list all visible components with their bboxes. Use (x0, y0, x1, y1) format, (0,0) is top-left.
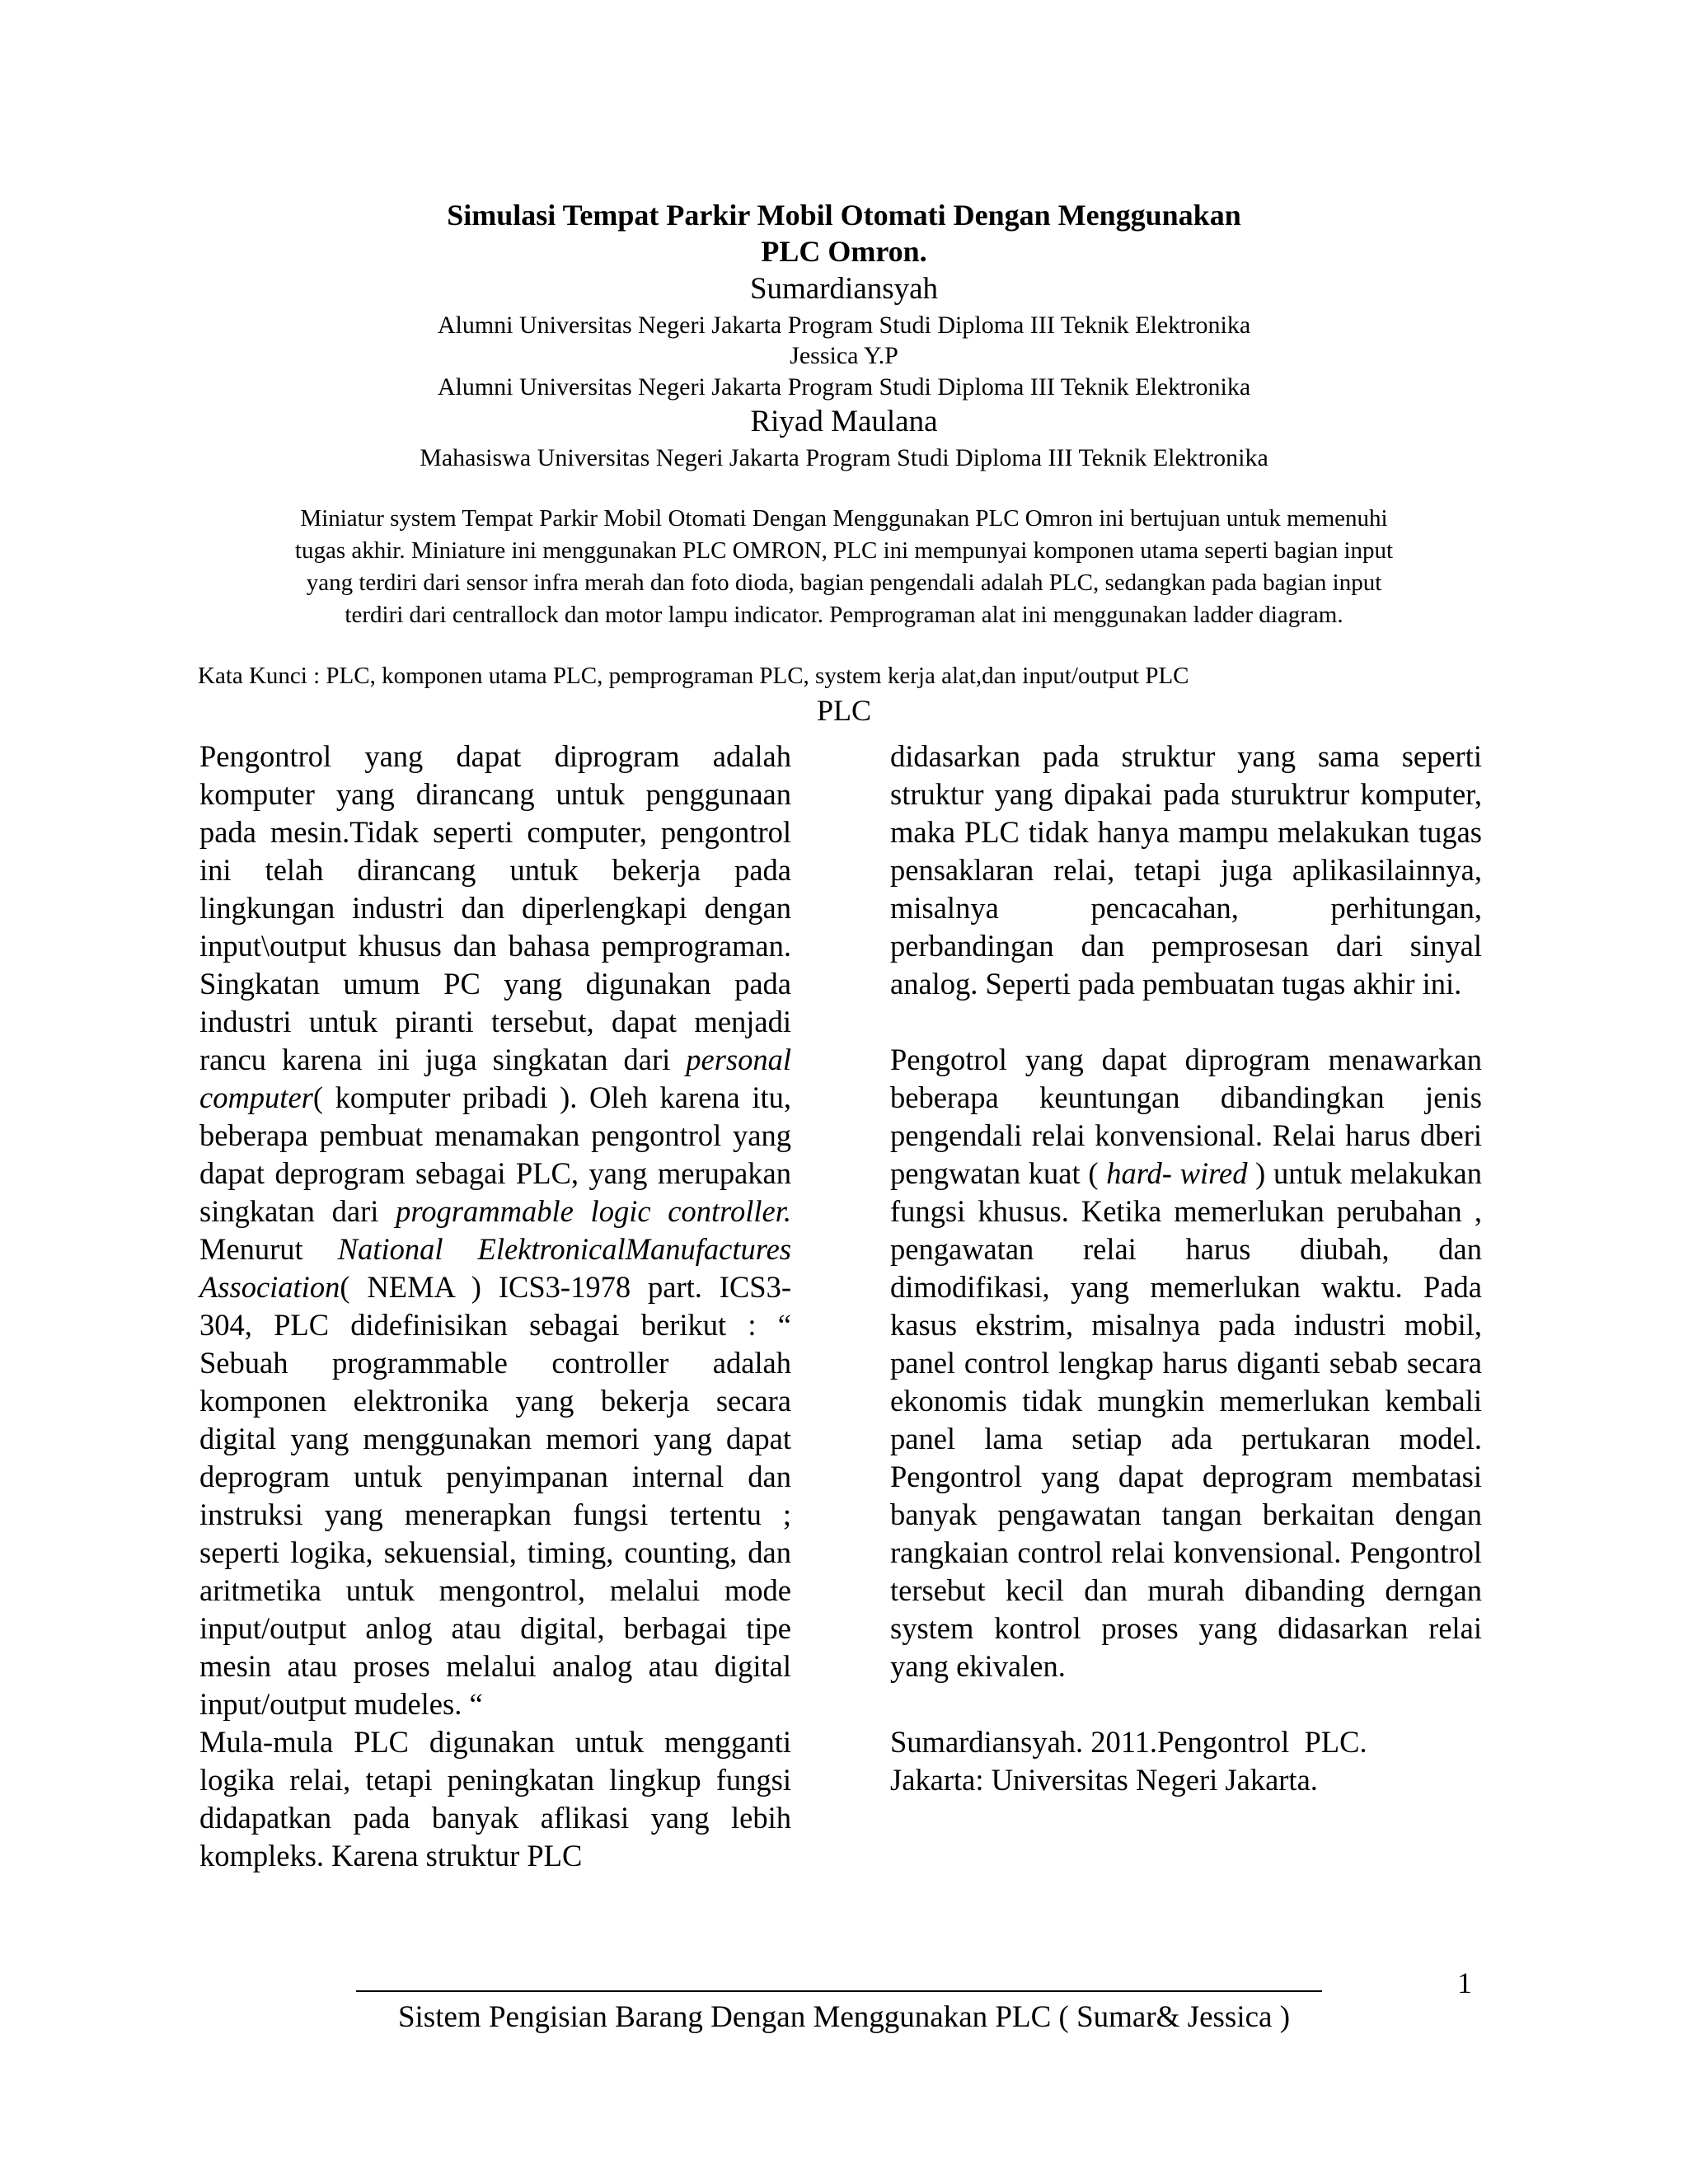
left-paragraph-1: Pengontrol yang dapat diprogram adalah komputer yang dirancang untuk penggunaan pada mesin.Tidak seperti computer, pengontrol ini telah dirancang untuk bekerja pada lingkungan industri dan diperlengkapi dengan input\output khusus dan bahasa pemprograman. Singkatan umum PC yang digunakan pada industri untuk piranti tersebut, dapat menjadi rancu karena ini juga singkatan dari personal computer( komputer pribadi ). Oleh karena itu, beberapa pembuat menamakan pengontrol yang dapat deprogram sebagai PLC, yang merupakan singkatan dari programmable logic controller. Menurut National ElektronicalManufactures Association( NEMA ) ICS3-1978 part. ICS3-304, PLC didefinisikan sebagai berikut : “ Sebuah programmable controller adalah komponen elektronika yang bekerja secara digital yang menggunakan memori yang dapat deprogram untuk penyimpanan internal dan instruksi yang menerapkan fungsi tertentu ; seperti logika, sekuensial, timing, counting, dan aritmetika untuk mengontrol, melalui mode input/output anlog atau digital, berbagai tipe mesin atau proses melalui analog atau digital input/output mudeles. “ (199, 739, 791, 1721)
author-name-3: Riyad Maulana (750, 405, 938, 438)
paper-title-line-2: PLC Omron. (761, 235, 927, 268)
page-number: 1 (1457, 1966, 1472, 1999)
right-paragraph-2: Pengotrol yang dapat diprogram menawarkan beberapa keuntungan dibandingkan jenis pengendali relai konvensional. Relai harus dberi pengwatan kuat ( hard- wired ) untuk melakukan fungsi khusus. Ketika memerlukan perubahan , pengawatan relai harus diubah, dan dimodifikasi, yang memerlukan waktu. Pada kasus ekstrim, misalnya pada industri mobil, panel control lengkap harus diganti sebab secara ekonomis tidak mungkin memerlukan kembali panel lama setiap ada pertukaran model. Pengontrol yang dapat deprogram membatasi banyak pengawatan tangan berkaitan dengan rangkaian control relai konvensional. Pengontrol tersebut kecil dan murah dibanding derngan system kontrol proses yang didasarkan relai yang ekivalen. (890, 1043, 1482, 1683)
author-affiliation-1: Alumni Universitas Negeri Jakarta Program Studi Diploma III Teknik Elektronika (437, 312, 1251, 339)
keywords: Kata Kunci : PLC, komponen utama PLC, pemprograman PLC, system kerja alat,dan input/output PLC (198, 663, 1189, 689)
abstract-line: yang terdiri dari sensor infra merah dan foto dioda, bagian pengendali adalah PLC, sedangkan pada bagian input (306, 569, 1382, 596)
italic-term: personal computer (199, 1043, 791, 1114)
author-name-2: Jessica Y.P (790, 342, 898, 369)
italic-term: hard- wired (1106, 1156, 1248, 1190)
reference-line-1: Sumardiansyah. 2011.Pengontrol PLC. (890, 1725, 1367, 1759)
paper-title-line-1: Simulasi Tempat Parkir Mobil Otomati Dengan Menggunakan (447, 199, 1241, 232)
abstract-line: tugas akhir. Miniature ini menggunakan PLC OMRON, PLC ini mempunyai komponen utama seperti bagian input (294, 537, 1394, 564)
left-paragraph-2: Mula-mula PLC digunakan untuk mengganti logika relai, tetapi peningkatan lingkup fungsi didapatkan pada banyak aflikasi yang lebih kompleks. Karena struktur PLC (199, 1725, 791, 1872)
reference (890, 1723, 1482, 1799)
author-name-1: Sumardiansyah (749, 272, 939, 306)
right-column (890, 738, 1482, 1799)
abstract (198, 503, 1490, 631)
italic-term: National ElektronicalManufactures Association (199, 1232, 791, 1304)
right-paragraph-1: didasarkan pada struktur yang sama seperti struktur yang dipakai pada sturuktrur komputer, maka PLC tidak hanya mampu melakukan tugas pensaklaran relai, tetapi juga aplikasilainnya, misalnya pencacahan, perhitungan, perbandingan dan pemprosesan dari sinyal analog. Seperti pada pembuatan tugas akhir ini. (890, 739, 1482, 1001)
footer-divider (356, 1990, 1322, 1992)
footer-text: Sistem Pengisian Barang Dengan Menggunakan PLC ( Sumar& Jessica ) (397, 2000, 1291, 2034)
author-affiliation-2: Alumni Universitas Negeri Jakarta Program Studi Diploma III Teknik Elektronika (437, 373, 1251, 401)
italic-term: programmable logic controller. (396, 1194, 791, 1228)
section-heading: PLC (816, 694, 872, 727)
author-affiliation-3: Mahasiswa Universitas Negeri Jakarta Program Studi Diploma III Teknik Elektronika (420, 444, 1268, 471)
left-column (199, 738, 791, 1875)
abstract-line: Miniatur system Tempat Parkir Mobil Otomati Dengan Menggunakan PLC Omron ini bertujuan untuk memenuhi (300, 505, 1388, 532)
reference-line-2: Jakarta: Universitas Negeri Jakarta. (890, 1763, 1318, 1797)
abstract-line: terdiri dari centrallock dan motor lampu indicator. Pemprograman alat ini menggunakan ladder diagram. (345, 602, 1343, 628)
